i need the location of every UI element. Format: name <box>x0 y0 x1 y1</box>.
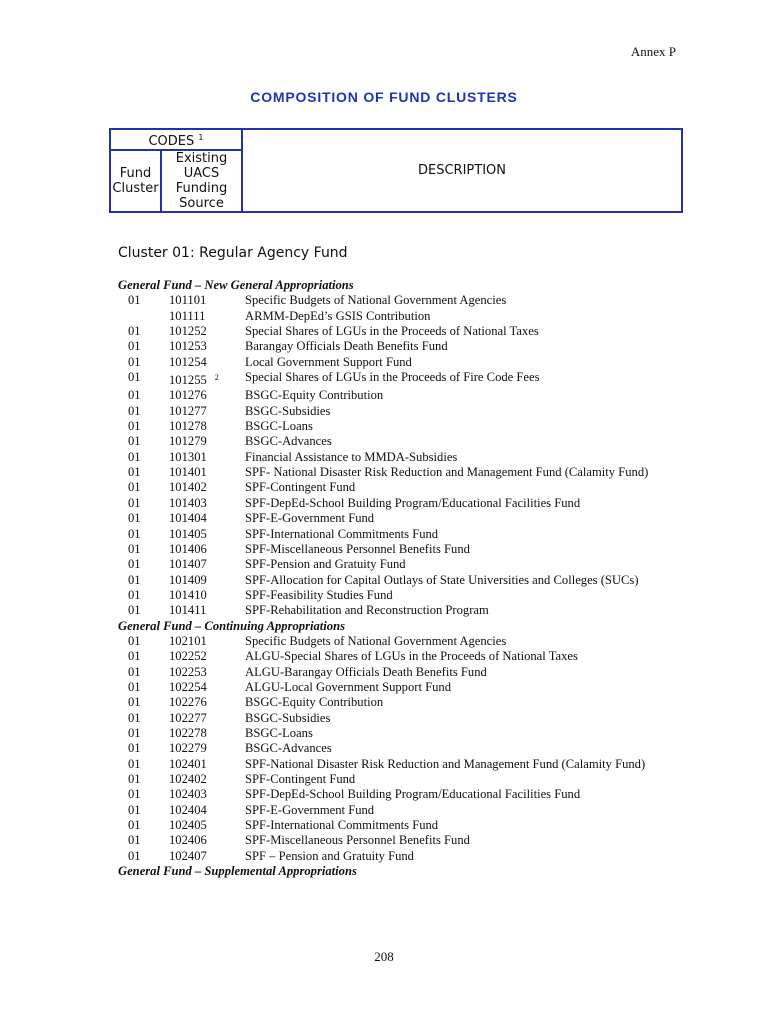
uacs-code-cell <box>138 434 221 449</box>
fund-description: SPF-Pension and Gratuity Fund <box>245 557 406 572</box>
fund-cluster-code: 01 <box>128 370 141 385</box>
uacs-code: 102101 <box>169 633 207 648</box>
fund-description: Barangay Officials Death Benefits Fund <box>245 339 448 354</box>
fund-description: Local Government Support Fund <box>245 354 412 369</box>
fund-cluster-code: 01 <box>128 664 141 679</box>
fund-row <box>118 324 678 339</box>
fund-cluster-code: 01 <box>128 449 141 464</box>
fund-row <box>118 388 678 403</box>
fund-row <box>118 480 678 495</box>
uacs-code: 102278 <box>169 725 207 740</box>
fund-cluster-code: 01 <box>128 818 141 833</box>
fund-row <box>118 711 678 726</box>
fund-description: SPF-E-Government Fund <box>245 802 375 817</box>
fund-cluster-header: Fund Cluster <box>110 150 161 212</box>
fund-description: Financial Assistance to MMDA-Subsidies <box>245 449 458 464</box>
fund-description: SPF-Miscellaneous Personnel Benefits Fund <box>245 541 470 556</box>
uacs-code-cell <box>138 833 221 848</box>
fund-cluster-code: 01 <box>128 465 141 480</box>
fund-row <box>118 757 678 772</box>
uacs-code-cell <box>138 419 221 434</box>
uacs-code: 102276 <box>169 695 207 710</box>
section-heading: General Fund – New General Appropriations <box>118 278 354 292</box>
fund-cluster-code: 01 <box>128 603 141 618</box>
fund-description: BSGC-Loans <box>245 419 313 434</box>
fund-row <box>118 787 678 802</box>
uacs-code: 102277 <box>169 710 207 725</box>
uacs-code: 101252 <box>169 324 207 339</box>
uacs-code-cell <box>138 680 221 695</box>
fund-cluster-code: 01 <box>128 756 141 771</box>
fund-description: ARMM-DepEd’s GSIS Contribution <box>245 308 431 323</box>
fund-cluster-code: 01 <box>128 741 141 756</box>
fund-description: BSGC-Advances <box>245 741 332 756</box>
fund-cluster-code: 01 <box>128 710 141 725</box>
fund-row <box>118 803 678 818</box>
fund-cluster-code: 01 <box>128 649 141 664</box>
uacs-code-cell <box>138 849 221 864</box>
fund-row <box>118 450 678 465</box>
fund-row <box>118 634 678 649</box>
uacs-code-cell <box>138 711 221 726</box>
fund-cluster-code: 01 <box>128 511 141 526</box>
fund-row <box>118 603 678 618</box>
uacs-code-cell <box>138 726 221 741</box>
uacs-code: 101404 <box>169 511 207 526</box>
fund-description: BSGC-Subsidies <box>245 403 331 418</box>
fund-cluster-code: 01 <box>128 495 141 510</box>
uacs-code-cell <box>138 557 221 572</box>
uacs-code-cell <box>138 695 221 710</box>
section-heading: General Fund – Supplemental Appropriations <box>118 864 357 879</box>
uacs-code: 102279 <box>169 741 207 756</box>
description-header: DESCRIPTION <box>242 129 682 212</box>
uacs-code-cell <box>138 480 221 495</box>
fund-description: BSGC-Equity Contribution <box>245 388 384 403</box>
uacs-code-cell <box>138 649 221 664</box>
fund-row <box>118 465 678 480</box>
uacs-code: 101278 <box>169 419 207 434</box>
fund-cluster-code: 01 <box>128 695 141 710</box>
fund-cluster-code: 01 <box>128 403 141 418</box>
fund-description: SPF-E-Government Fund <box>245 511 375 526</box>
uacs-code: 102402 <box>169 772 207 786</box>
uacs-code-cell <box>138 588 221 603</box>
fund-row <box>118 370 678 388</box>
fund-description: SPF-Allocation for Capital Outlays of State Universities and Colleges (SUCs) <box>245 572 639 587</box>
uacs-code-cell <box>138 542 221 557</box>
fund-row <box>118 309 678 324</box>
uacs-code: 101276 <box>169 388 207 403</box>
fund-row <box>118 833 678 848</box>
uacs-code: 102403 <box>169 787 207 802</box>
uacs-code-cell <box>138 772 221 787</box>
fund-cluster-code: 01 <box>128 480 141 495</box>
fund-row <box>118 511 678 526</box>
fund-row <box>118 680 678 695</box>
uacs-code: 101407 <box>169 557 207 572</box>
fund-row <box>118 573 678 588</box>
uacs-code: 101401 <box>169 465 207 480</box>
uacs-code-cell <box>138 355 221 370</box>
page-title: COMPOSITION OF FUND CLUSTERS <box>250 89 518 105</box>
uacs-code: 101403 <box>169 495 207 510</box>
uacs-code-cell <box>138 293 221 308</box>
fund-description: SPF-Contingent Fund <box>245 480 356 495</box>
fund-cluster-code: 01 <box>128 587 141 602</box>
fund-description: SPF-International Commitments Fund <box>245 526 439 541</box>
fund-cluster-code: 01 <box>128 787 141 802</box>
uacs-code-cell <box>138 803 221 818</box>
codes-header: CODES <box>148 134 195 149</box>
fund-description: BSGC-Subsidies <box>245 710 331 725</box>
uacs-code: 101253 <box>169 339 207 354</box>
fund-row <box>118 434 678 449</box>
section-heading: General Fund – Continuing Appropriations <box>118 618 345 633</box>
uacs-code: 102405 <box>169 818 207 833</box>
uacs-code: 101405 <box>169 526 207 541</box>
cluster-heading: Cluster 01: Regular Agency Fund <box>118 245 348 261</box>
fund-description: ALGU-Special Shares of LGUs in the Proceeds of National Taxes <box>245 649 578 664</box>
uacs-code-cell <box>138 339 221 354</box>
fund-row <box>118 741 678 756</box>
fund-row <box>118 726 678 741</box>
uacs-code: 101411 <box>169 603 207 618</box>
uacs-code-cell <box>138 603 221 618</box>
fund-description: SPF-Rehabilitation and Reconstruction Program <box>245 603 489 618</box>
fund-cluster-code <box>118 309 138 324</box>
uacs-code-cell <box>138 450 221 465</box>
page-number: 208 <box>374 949 394 964</box>
fund-description: Specific Budgets of National Government Agencies <box>245 293 507 308</box>
fund-row <box>118 818 678 833</box>
fund-row <box>118 496 678 511</box>
fund-description: BSGC-Loans <box>245 725 313 740</box>
uacs-code: 101101 <box>169 293 207 308</box>
fund-cluster-code: 01 <box>128 772 141 786</box>
uacs-code: 102401 <box>169 756 207 771</box>
fund-row <box>118 293 678 308</box>
uacs-code-cell <box>138 741 221 756</box>
fund-description: SPF-International Commitments Fund <box>245 818 439 833</box>
uacs-code-cell <box>138 757 221 772</box>
fund-cluster-code: 01 <box>128 324 141 339</box>
fund-cluster-code: 01 <box>128 679 141 694</box>
fund-list <box>118 278 678 879</box>
uacs-code-cell <box>138 324 221 339</box>
codes-header-cell <box>110 129 242 150</box>
fund-description: SPF- National Disaster Risk Reduction and Management Fund (Calamity Fund) <box>245 465 649 480</box>
uacs-code-cell <box>138 496 221 511</box>
uacs-code-cell <box>138 665 221 680</box>
uacs-code-cell <box>138 404 221 419</box>
fund-cluster-code: 01 <box>128 388 141 403</box>
fund-description: SPF-DepEd-School Building Program/Educational Facilities Fund <box>245 787 581 802</box>
uacs-code-cell <box>138 388 221 403</box>
uacs-code: 102254 <box>169 679 207 694</box>
uacs-code: 101402 <box>169 480 207 495</box>
uacs-code-cell <box>138 465 221 480</box>
fund-description: BSGC-Advances <box>245 434 332 449</box>
uacs-code: 101255 <box>169 373 207 388</box>
fund-row <box>118 419 678 434</box>
fund-row <box>118 527 678 542</box>
annex-label: Annex P <box>630 44 676 59</box>
fund-cluster-code: 01 <box>128 725 141 740</box>
footnote-marker: 2 <box>214 373 219 383</box>
fund-cluster-code: 01 <box>128 541 141 556</box>
uacs-code-cell <box>138 511 221 526</box>
fund-row <box>118 649 678 664</box>
uacs-code: 101301 <box>169 449 207 464</box>
fund-cluster-code: 01 <box>128 557 141 572</box>
uacs-code: 101111 <box>169 308 206 323</box>
fund-description: ALGU-Barangay Officials Death Benefits Fund <box>245 664 487 679</box>
fund-description: ALGU-Local Government Support Fund <box>245 679 452 694</box>
uacs-code: 101254 <box>169 354 207 369</box>
uacs-code: 102404 <box>169 802 207 817</box>
fund-description: Special Shares of LGUs in the Proceeds of National Taxes <box>245 324 539 339</box>
codes-footnote-marker: 1 <box>198 133 204 142</box>
uacs-code-cell <box>138 370 221 388</box>
uacs-code: 101406 <box>169 541 207 556</box>
uacs-code-cell <box>138 787 221 802</box>
fund-row <box>118 355 678 370</box>
uacs-code: 101410 <box>169 587 207 602</box>
uacs-code: 102252 <box>169 649 207 664</box>
fund-row <box>118 542 678 557</box>
uacs-code: 101277 <box>169 403 207 418</box>
codes-header-table <box>109 128 683 213</box>
fund-row <box>118 849 678 864</box>
fund-row <box>118 588 678 603</box>
fund-cluster-code: 01 <box>128 354 141 369</box>
uacs-code: 102406 <box>169 833 207 848</box>
fund-row <box>118 665 678 680</box>
fund-description: SPF-Feasibility Studies Fund <box>245 587 393 602</box>
fund-cluster-code: 01 <box>128 293 141 308</box>
fund-cluster-code: 01 <box>128 848 141 863</box>
fund-row <box>118 557 678 572</box>
uacs-code: 101409 <box>169 572 207 587</box>
fund-cluster-code: 01 <box>128 633 141 648</box>
fund-cluster-code: 01 <box>128 419 141 434</box>
fund-description: SPF-Miscellaneous Personnel Benefits Fund <box>245 833 470 848</box>
fund-row <box>118 404 678 419</box>
uacs-code-cell <box>138 573 221 588</box>
fund-description: SPF-DepEd-School Building Program/Educational Facilities Fund <box>245 495 581 510</box>
fund-cluster-code: 01 <box>128 434 141 449</box>
fund-row <box>118 695 678 710</box>
fund-row <box>118 339 678 354</box>
fund-description: Special Shares of LGUs in the Proceeds of Fire Code Fees <box>245 370 540 385</box>
fund-cluster-code: 01 <box>128 526 141 541</box>
fund-cluster-code: 01 <box>128 833 141 848</box>
uacs-code-cell <box>138 527 221 542</box>
uacs-code: 102407 <box>169 848 207 863</box>
fund-description: SPF-Contingent Fund <box>245 772 356 786</box>
uacs-funding-source-header: Existing UACS Funding Source <box>161 150 242 212</box>
fund-row <box>118 772 678 787</box>
fund-description: Specific Budgets of National Government Agencies <box>245 633 507 648</box>
uacs-code-cell <box>138 634 221 649</box>
uacs-code-cell <box>138 818 221 833</box>
fund-cluster-code: 01 <box>128 339 141 354</box>
fund-description: SPF-National Disaster Risk Reduction and Management Fund (Calamity Fund) <box>245 756 646 771</box>
fund-cluster-code: 01 <box>128 802 141 817</box>
uacs-code-cell <box>138 309 221 324</box>
fund-description: BSGC-Equity Contribution <box>245 695 384 710</box>
fund-cluster-code: 01 <box>128 572 141 587</box>
uacs-code: 101279 <box>169 434 207 449</box>
fund-description: SPF – Pension and Gratuity Fund <box>245 848 414 863</box>
uacs-code: 102253 <box>169 664 207 679</box>
